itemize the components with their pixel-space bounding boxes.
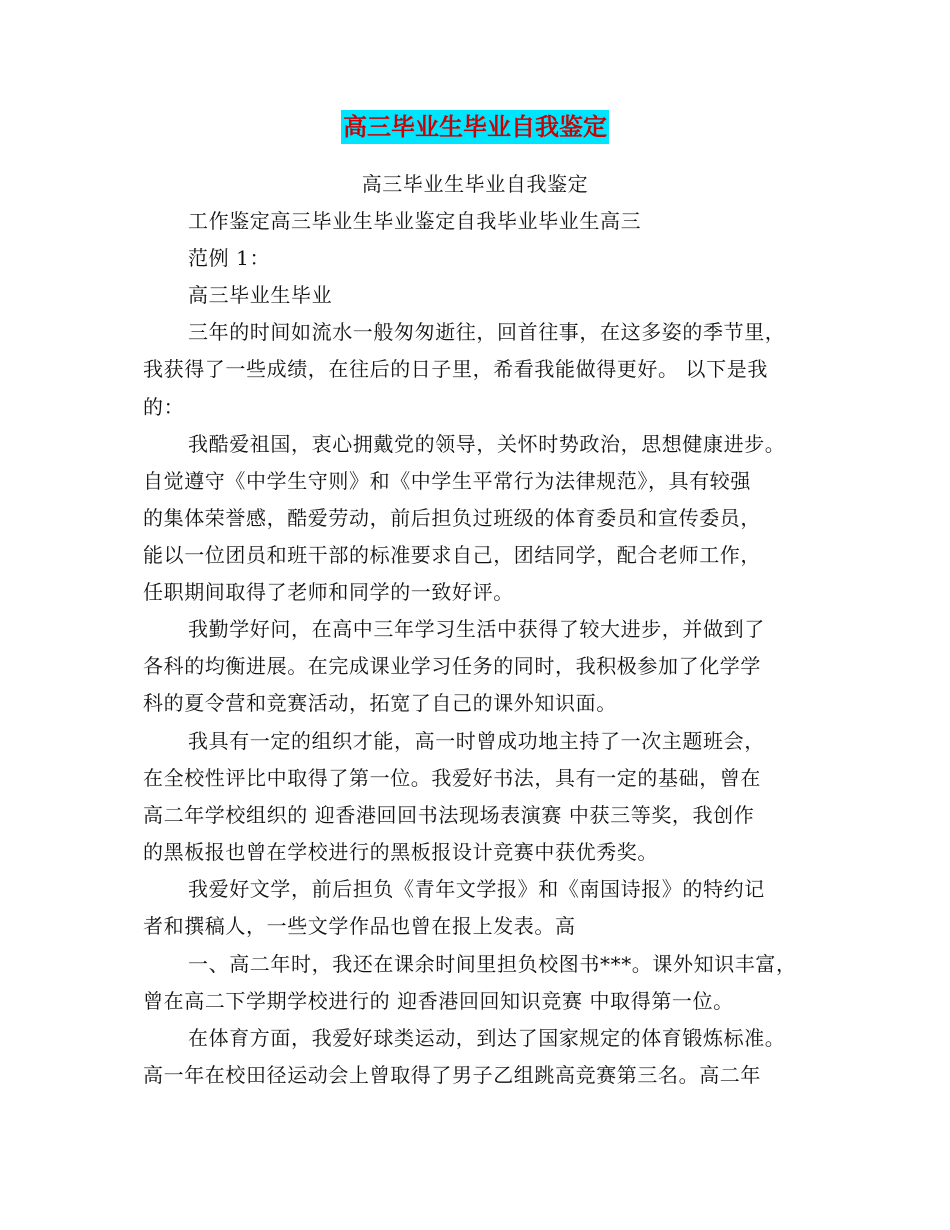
text-line: 的黑板报也曾在学校进行的黑板报设计竞赛中获优秀奖。 xyxy=(143,840,658,864)
document-title: 高三毕业生毕业自我鉴定 xyxy=(341,110,609,144)
text-line: 曾在高二下学期学校进行的 迎香港回回知识竞赛 中取得第一位。 xyxy=(143,989,734,1013)
text-line: 高三毕业生毕业 xyxy=(188,283,333,307)
title-wrap xyxy=(0,110,950,144)
text-line: 我爱好文学，前后担负《青年文学报》和《南国诗报》的特约记 xyxy=(188,877,765,901)
text-line: 的： xyxy=(143,395,185,419)
text-line: 的集体荣誉感，酷爱劳动，前后担负过班级的体育委员和宣传委员， xyxy=(143,506,761,530)
text-line: 我勤学好问，在高中三年学习生活中获得了较大进步，并做到了 xyxy=(188,617,765,641)
text-line: 能以一位团员和班干部的标准要求自己，团结同学，配合老师工作， xyxy=(143,543,761,567)
text-line: 工作鉴定高三毕业生毕业鉴定自我毕业毕业生高三 xyxy=(188,209,642,233)
text-line: 任职期间取得了老师和同学的一致好评。 xyxy=(143,580,514,604)
text-line: 高二年学校组织的 迎香港回回书法现场表演赛 中获三等奖，我创作 xyxy=(143,803,755,827)
text-line: 我具有一定的组织才能，高一时曾成功地主持了一次主题班会， xyxy=(188,729,765,753)
text-line: 科的夏令营和竞赛活动，拓宽了自己的课外知识面。 xyxy=(143,691,617,715)
text-line: 三年的时间如流水一般匆匆逝往，回首往事，在这多姿的季节里， xyxy=(188,320,786,344)
text-line: 自觉遵守《中学生守则》和《中学生平常行为法律规范》，具有较强 xyxy=(143,469,751,493)
text-line: 范例 1： xyxy=(188,246,271,270)
text-line: 我酷爱祖国，衷心拥戴党的领导，关怀时势政治，思想健康进步。 xyxy=(188,432,786,456)
text-line: 我获得了一些成绩，在往后的日子里，希看我能做得更好。 以下是我 xyxy=(143,357,768,381)
text-line: 高一年在校田径运动会上曾取得了男子乙组跳高竞赛第三名。高二年 xyxy=(143,1063,761,1087)
text-line: 者和撰稿人，一些文学作品也曾在报上发表。高 xyxy=(143,914,576,938)
text-line: 各科的均衡进展。在完成课业学习任务的同时，我积极参加了化学学 xyxy=(143,654,761,678)
text-line: 在体育方面，我爱好球类运动，到达了国家规定的体育锻炼标准。 xyxy=(188,1026,786,1050)
text-line: 一、高二年时，我还在课余时间里担负校图书***。课外知识丰富， xyxy=(188,952,797,976)
text-line: 在全校性评比中取得了第一位。我爱好书法，具有一定的基础，曾在 xyxy=(143,766,761,790)
subtitle-line: 高三毕业生毕业自我鉴定 xyxy=(361,172,589,196)
